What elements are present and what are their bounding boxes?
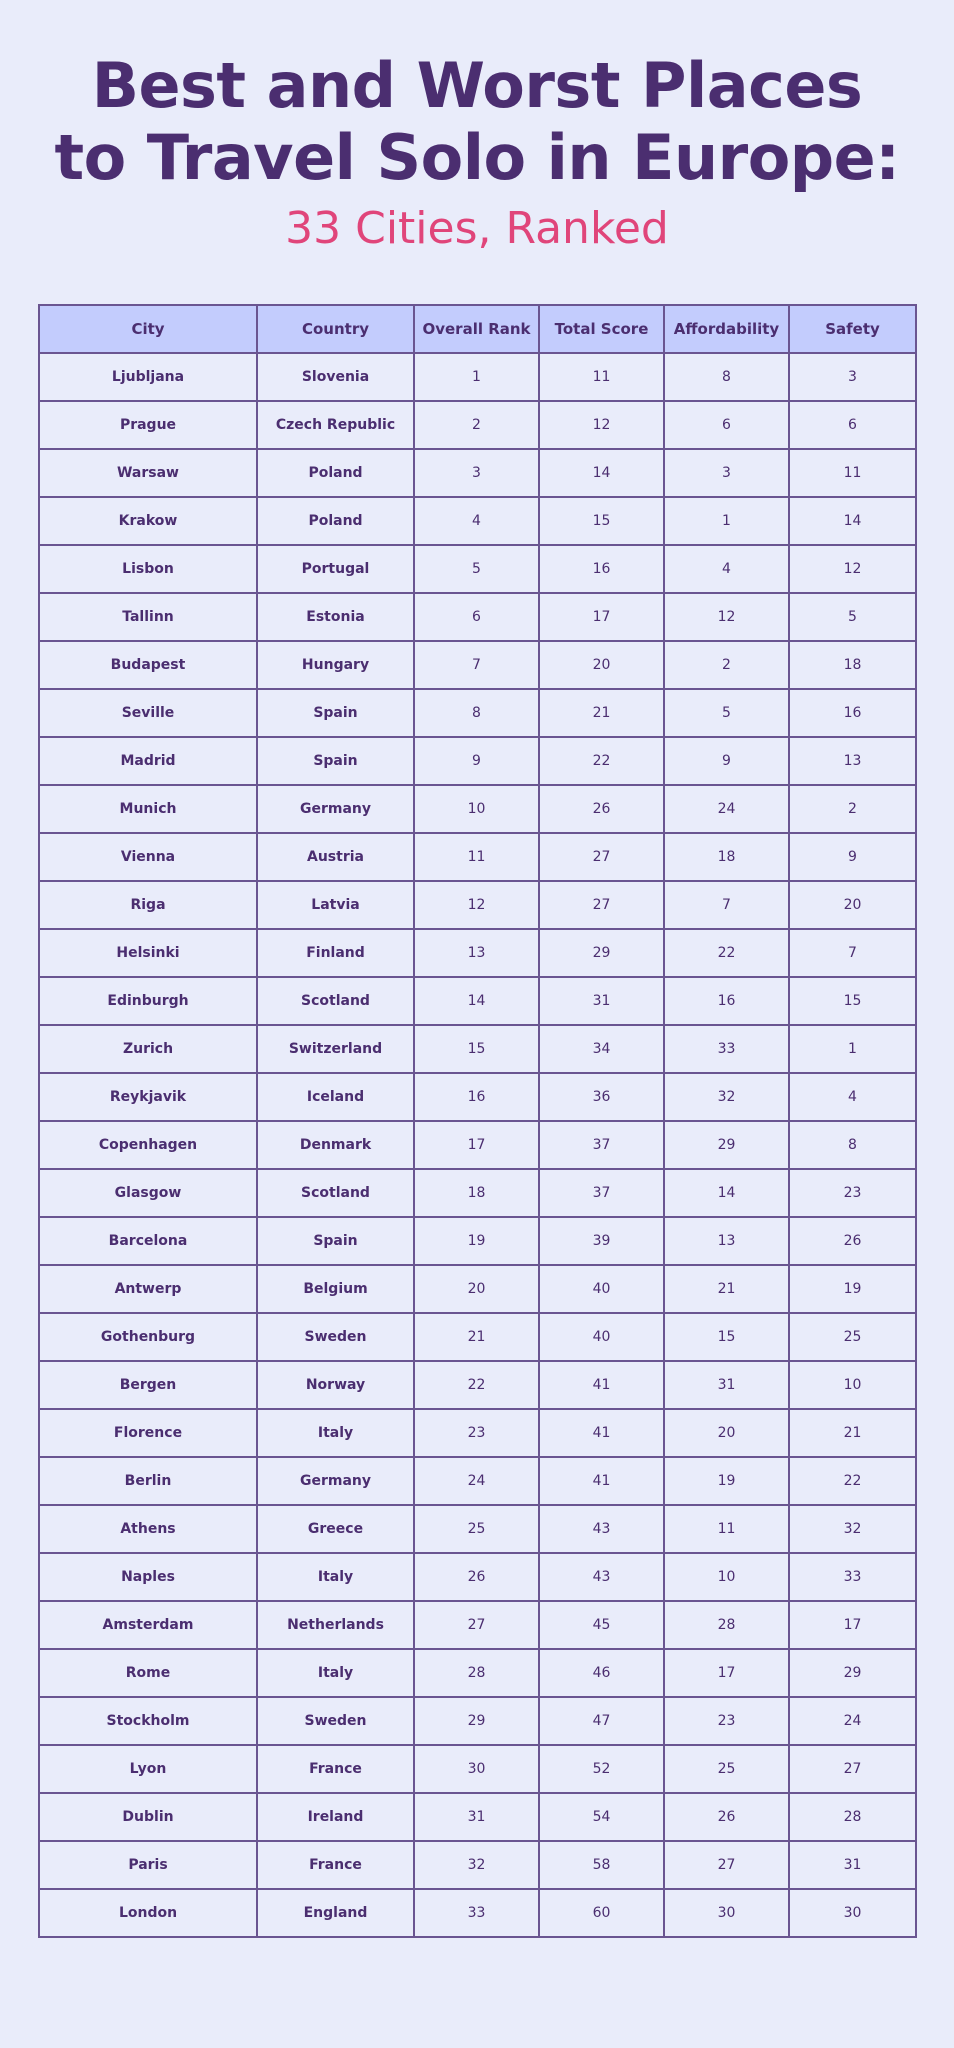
page-title-line-1: Best and Worst Places: [91, 49, 863, 122]
cell-affordability: 4: [664, 545, 789, 593]
column-header-total-score: Total Score: [539, 305, 664, 353]
cell-safety: 19: [789, 1265, 916, 1313]
cell-safety: 21: [789, 1409, 916, 1457]
cell-safety: 13: [789, 737, 916, 785]
cell-country: Norway: [257, 1361, 414, 1409]
table-row: [39, 1745, 916, 1793]
cell-city: Amsterdam: [39, 1601, 257, 1649]
cell-affordability: 7: [664, 881, 789, 929]
cell-affordability: 9: [664, 737, 789, 785]
cell-safety: 29: [789, 1649, 916, 1697]
cell-country: Poland: [257, 449, 414, 497]
cell-country: Hungary: [257, 641, 414, 689]
cell-city: Munich: [39, 785, 257, 833]
cell-country: Spain: [257, 689, 414, 737]
table-row: [39, 1697, 916, 1745]
cell-total-score: 36: [539, 1073, 664, 1121]
cell-total-score: 46: [539, 1649, 664, 1697]
cell-overall-rank: 25: [414, 1505, 539, 1553]
cell-total-score: 47: [539, 1697, 664, 1745]
table-row: [39, 1601, 916, 1649]
cell-affordability: 5: [664, 689, 789, 737]
cell-overall-rank: 31: [414, 1793, 539, 1841]
page-subtitle: 33 Cities, Ranked: [285, 203, 669, 254]
table-row: [39, 833, 916, 881]
cell-safety: 4: [789, 1073, 916, 1121]
header: [0, 50, 954, 256]
cell-total-score: 37: [539, 1121, 664, 1169]
cell-country: France: [257, 1745, 414, 1793]
table-row: [39, 1553, 916, 1601]
table-row: [39, 1313, 916, 1361]
cell-safety: 11: [789, 449, 916, 497]
cell-city: Naples: [39, 1553, 257, 1601]
cell-affordability: 31: [664, 1361, 789, 1409]
cell-total-score: 34: [539, 1025, 664, 1073]
cell-city: Helsinki: [39, 929, 257, 977]
table-row: [39, 641, 916, 689]
cell-city: Reykjavik: [39, 1073, 257, 1121]
cell-overall-rank: 27: [414, 1601, 539, 1649]
table-row: [39, 1793, 916, 1841]
cell-safety: 31: [789, 1841, 916, 1889]
cell-country: Denmark: [257, 1121, 414, 1169]
cell-safety: 24: [789, 1697, 916, 1745]
cell-total-score: 12: [539, 401, 664, 449]
cell-overall-rank: 10: [414, 785, 539, 833]
cell-city: Riga: [39, 881, 257, 929]
cell-safety: 16: [789, 689, 916, 737]
cell-safety: 28: [789, 1793, 916, 1841]
cell-total-score: 14: [539, 449, 664, 497]
table-body: [39, 353, 916, 1937]
cell-city: Madrid: [39, 737, 257, 785]
cell-total-score: 31: [539, 977, 664, 1025]
cell-country: Finland: [257, 929, 414, 977]
cell-overall-rank: 30: [414, 1745, 539, 1793]
cell-overall-rank: 11: [414, 833, 539, 881]
cell-affordability: 32: [664, 1073, 789, 1121]
table-row: [39, 1457, 916, 1505]
table-row: [39, 1409, 916, 1457]
cell-country: Sweden: [257, 1313, 414, 1361]
cell-affordability: 1: [664, 497, 789, 545]
cell-country: Iceland: [257, 1073, 414, 1121]
cell-safety: 22: [789, 1457, 916, 1505]
table-row: [39, 737, 916, 785]
cell-overall-rank: 13: [414, 929, 539, 977]
cell-total-score: 41: [539, 1361, 664, 1409]
cell-city: Budapest: [39, 641, 257, 689]
cell-overall-rank: 9: [414, 737, 539, 785]
cell-affordability: 25: [664, 1745, 789, 1793]
table-row: [39, 929, 916, 977]
cell-overall-rank: 33: [414, 1889, 539, 1937]
cell-overall-rank: 7: [414, 641, 539, 689]
cell-country: Ireland: [257, 1793, 414, 1841]
cell-safety: 2: [789, 785, 916, 833]
cell-total-score: 27: [539, 881, 664, 929]
cell-overall-rank: 28: [414, 1649, 539, 1697]
cell-country: Germany: [257, 1457, 414, 1505]
cell-overall-rank: 21: [414, 1313, 539, 1361]
column-header-city: City: [39, 305, 257, 353]
table-row: [39, 1025, 916, 1073]
cell-overall-rank: 29: [414, 1697, 539, 1745]
cell-country: Italy: [257, 1409, 414, 1457]
cell-affordability: 18: [664, 833, 789, 881]
cell-safety: 9: [789, 833, 916, 881]
cell-total-score: 41: [539, 1457, 664, 1505]
cell-total-score: 26: [539, 785, 664, 833]
cell-overall-rank: 8: [414, 689, 539, 737]
cell-affordability: 10: [664, 1553, 789, 1601]
cell-total-score: 54: [539, 1793, 664, 1841]
cell-safety: 5: [789, 593, 916, 641]
cell-safety: 20: [789, 881, 916, 929]
cell-overall-rank: 15: [414, 1025, 539, 1073]
cell-city: Zurich: [39, 1025, 257, 1073]
cell-overall-rank: 5: [414, 545, 539, 593]
table-header-row: [39, 305, 916, 353]
cell-country: France: [257, 1841, 414, 1889]
table-row: [39, 353, 916, 401]
cell-total-score: 17: [539, 593, 664, 641]
cell-total-score: 21: [539, 689, 664, 737]
cell-affordability: 17: [664, 1649, 789, 1697]
cell-country: Netherlands: [257, 1601, 414, 1649]
table-row: [39, 689, 916, 737]
cell-city: Krakow: [39, 497, 257, 545]
table-row: [39, 1121, 916, 1169]
cell-city: Stockholm: [39, 1697, 257, 1745]
cell-country: Austria: [257, 833, 414, 881]
cell-affordability: 22: [664, 929, 789, 977]
column-header-overall-rank: Overall Rank: [414, 305, 539, 353]
cell-country: Estonia: [257, 593, 414, 641]
cell-overall-rank: 24: [414, 1457, 539, 1505]
table-row: [39, 785, 916, 833]
cell-city: Athens: [39, 1505, 257, 1553]
cell-overall-rank: 3: [414, 449, 539, 497]
cell-city: Seville: [39, 689, 257, 737]
cell-city: Lisbon: [39, 545, 257, 593]
cell-safety: 15: [789, 977, 916, 1025]
cell-safety: 6: [789, 401, 916, 449]
cell-city: Bergen: [39, 1361, 257, 1409]
cell-country: Latvia: [257, 881, 414, 929]
cell-country: Belgium: [257, 1265, 414, 1313]
cell-affordability: 6: [664, 401, 789, 449]
table-row: [39, 497, 916, 545]
column-header-country: Country: [257, 305, 414, 353]
cell-country: Scotland: [257, 977, 414, 1025]
cell-safety: 23: [789, 1169, 916, 1217]
cell-safety: 1: [789, 1025, 916, 1073]
cell-country: Poland: [257, 497, 414, 545]
ranking-table: [38, 304, 917, 1938]
cell-total-score: 22: [539, 737, 664, 785]
cell-city: Copenhagen: [39, 1121, 257, 1169]
cell-total-score: 39: [539, 1217, 664, 1265]
cell-affordability: 12: [664, 593, 789, 641]
column-header-affordability: Affordability: [664, 305, 789, 353]
cell-country: Scotland: [257, 1169, 414, 1217]
cell-overall-rank: 14: [414, 977, 539, 1025]
ranking-table-container: [38, 304, 915, 1938]
cell-affordability: 23: [664, 1697, 789, 1745]
cell-affordability: 2: [664, 641, 789, 689]
cell-affordability: 16: [664, 977, 789, 1025]
cell-country: Greece: [257, 1505, 414, 1553]
table-row: [39, 449, 916, 497]
cell-total-score: 52: [539, 1745, 664, 1793]
cell-total-score: 40: [539, 1265, 664, 1313]
cell-safety: 18: [789, 641, 916, 689]
cell-affordability: 26: [664, 1793, 789, 1841]
cell-total-score: 43: [539, 1505, 664, 1553]
table-row: [39, 1649, 916, 1697]
cell-city: Vienna: [39, 833, 257, 881]
cell-overall-rank: 20: [414, 1265, 539, 1313]
table-row: [39, 881, 916, 929]
cell-affordability: 29: [664, 1121, 789, 1169]
cell-safety: 27: [789, 1745, 916, 1793]
cell-affordability: 19: [664, 1457, 789, 1505]
cell-affordability: 24: [664, 785, 789, 833]
cell-total-score: 29: [539, 929, 664, 977]
table-row: [39, 593, 916, 641]
cell-country: Germany: [257, 785, 414, 833]
cell-overall-rank: 4: [414, 497, 539, 545]
cell-safety: 26: [789, 1217, 916, 1265]
cell-affordability: 20: [664, 1409, 789, 1457]
cell-safety: 12: [789, 545, 916, 593]
cell-affordability: 30: [664, 1889, 789, 1937]
cell-total-score: 58: [539, 1841, 664, 1889]
table-row: [39, 1217, 916, 1265]
table-row: [39, 977, 916, 1025]
cell-city: Tallinn: [39, 593, 257, 641]
cell-country: Sweden: [257, 1697, 414, 1745]
cell-safety: 25: [789, 1313, 916, 1361]
cell-safety: 8: [789, 1121, 916, 1169]
cell-safety: 33: [789, 1553, 916, 1601]
table-row: [39, 1265, 916, 1313]
cell-overall-rank: 23: [414, 1409, 539, 1457]
cell-affordability: 11: [664, 1505, 789, 1553]
cell-city: Rome: [39, 1649, 257, 1697]
cell-affordability: 15: [664, 1313, 789, 1361]
cell-overall-rank: 17: [414, 1121, 539, 1169]
cell-total-score: 20: [539, 641, 664, 689]
cell-overall-rank: 26: [414, 1553, 539, 1601]
cell-country: Italy: [257, 1649, 414, 1697]
cell-safety: 30: [789, 1889, 916, 1937]
cell-overall-rank: 1: [414, 353, 539, 401]
cell-city: Lyon: [39, 1745, 257, 1793]
cell-overall-rank: 12: [414, 881, 539, 929]
cell-affordability: 27: [664, 1841, 789, 1889]
cell-safety: 10: [789, 1361, 916, 1409]
cell-affordability: 21: [664, 1265, 789, 1313]
cell-city: Dublin: [39, 1793, 257, 1841]
cell-country: Portugal: [257, 545, 414, 593]
table-row: [39, 1841, 916, 1889]
cell-country: England: [257, 1889, 414, 1937]
table-row: [39, 1505, 916, 1553]
cell-city: Berlin: [39, 1457, 257, 1505]
cell-total-score: 15: [539, 497, 664, 545]
cell-overall-rank: 19: [414, 1217, 539, 1265]
cell-country: Czech Republic: [257, 401, 414, 449]
page-title-line-2: to Travel Solo in Europe:: [54, 121, 900, 194]
cell-affordability: 8: [664, 353, 789, 401]
cell-city: Florence: [39, 1409, 257, 1457]
cell-total-score: 16: [539, 545, 664, 593]
cell-city: Paris: [39, 1841, 257, 1889]
table-row: [39, 1361, 916, 1409]
cell-safety: 17: [789, 1601, 916, 1649]
cell-overall-rank: 18: [414, 1169, 539, 1217]
cell-total-score: 11: [539, 353, 664, 401]
cell-city: Ljubljana: [39, 353, 257, 401]
cell-country: Spain: [257, 1217, 414, 1265]
cell-city: Warsaw: [39, 449, 257, 497]
table-row: [39, 401, 916, 449]
cell-country: Switzerland: [257, 1025, 414, 1073]
cell-affordability: 33: [664, 1025, 789, 1073]
cell-city: Barcelona: [39, 1217, 257, 1265]
cell-overall-rank: 32: [414, 1841, 539, 1889]
cell-affordability: 3: [664, 449, 789, 497]
table-row: [39, 1169, 916, 1217]
cell-overall-rank: 16: [414, 1073, 539, 1121]
cell-overall-rank: 2: [414, 401, 539, 449]
cell-country: Slovenia: [257, 353, 414, 401]
cell-total-score: 45: [539, 1601, 664, 1649]
cell-total-score: 60: [539, 1889, 664, 1937]
cell-total-score: 41: [539, 1409, 664, 1457]
cell-total-score: 37: [539, 1169, 664, 1217]
cell-city: Prague: [39, 401, 257, 449]
cell-affordability: 28: [664, 1601, 789, 1649]
cell-safety: 32: [789, 1505, 916, 1553]
cell-city: Glasgow: [39, 1169, 257, 1217]
cell-overall-rank: 22: [414, 1361, 539, 1409]
table-row: [39, 1073, 916, 1121]
column-header-safety: Safety: [789, 305, 916, 353]
cell-affordability: 14: [664, 1169, 789, 1217]
cell-country: Spain: [257, 737, 414, 785]
table-row: [39, 545, 916, 593]
cell-country: Italy: [257, 1553, 414, 1601]
cell-safety: 3: [789, 353, 916, 401]
cell-total-score: 27: [539, 833, 664, 881]
cell-total-score: 43: [539, 1553, 664, 1601]
cell-city: London: [39, 1889, 257, 1937]
cell-overall-rank: 6: [414, 593, 539, 641]
table-row: [39, 1889, 916, 1937]
cell-city: Gothenburg: [39, 1313, 257, 1361]
cell-total-score: 40: [539, 1313, 664, 1361]
cell-affordability: 13: [664, 1217, 789, 1265]
cell-city: Antwerp: [39, 1265, 257, 1313]
cell-safety: 14: [789, 497, 916, 545]
cell-safety: 7: [789, 929, 916, 977]
cell-city: Edinburgh: [39, 977, 257, 1025]
